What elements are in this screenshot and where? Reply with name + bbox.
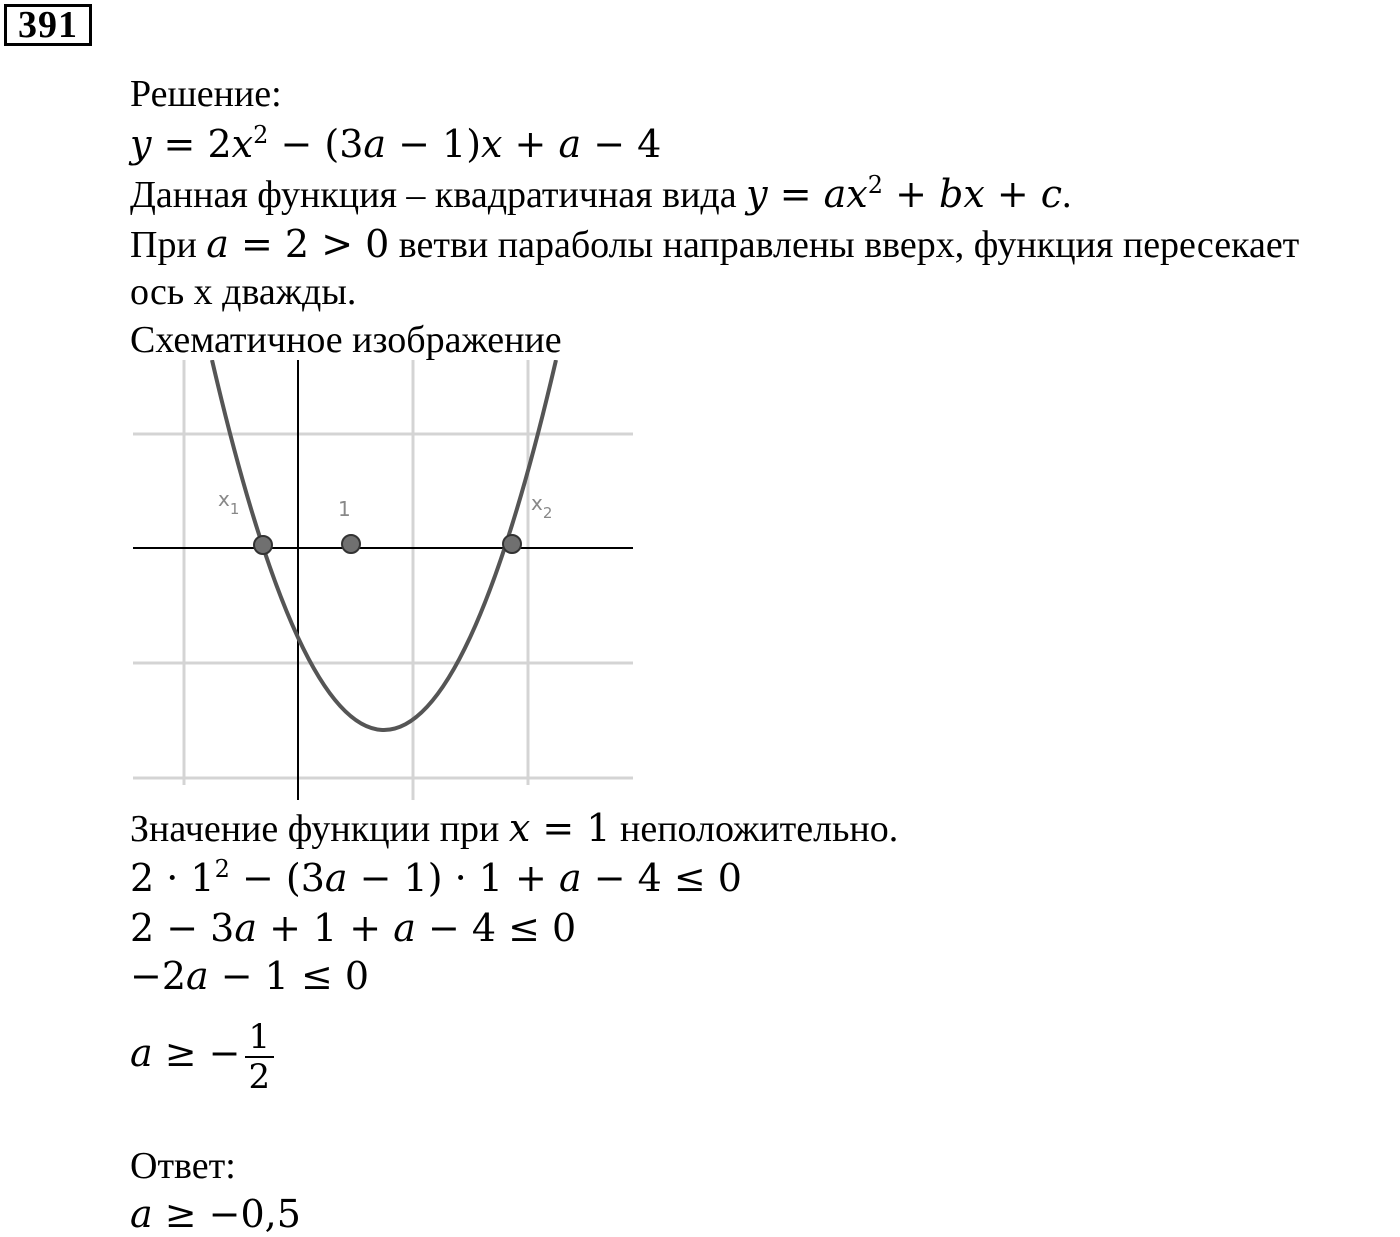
root-x1-point [254,536,272,554]
formula-part: . [1062,174,1072,216]
axis-statement: ось х дважды. [130,271,357,313]
text-segment: неположительно. [610,808,899,850]
fraction-denominator: 2 [248,1057,271,1098]
step-part: − (3 [229,856,325,900]
formula-a: a [823,172,847,216]
step-3 [130,954,369,999]
point-one [342,535,360,553]
fraction-numerator: 1 [245,1018,275,1058]
var-a: a [186,954,209,998]
formula-part: = [767,172,824,216]
step-4 [130,1008,274,1099]
root-x2-point [503,535,521,553]
step-2 [130,906,576,951]
var-a: a [324,856,348,900]
eq-a: a [363,122,387,166]
step-part: 2 · 1 [130,856,215,900]
var-a: a [130,1192,153,1236]
eq-x: x [231,122,254,166]
step-sq: 2 [214,855,230,883]
eq-y: y [130,122,152,166]
step-part: − 4 ≤ 0 [581,856,742,900]
var-a: a [130,1031,153,1075]
grid [133,360,633,800]
answer-part: ≥ −0,5 [152,1192,301,1236]
eq-part: − 4 [581,122,662,166]
var-a: a [393,906,416,950]
eq-part: + [502,122,559,166]
formula-x: x [846,172,868,216]
eq-a: a [558,122,582,166]
step-part: −2 [130,954,187,998]
var-a: a [558,856,582,900]
label-x2: $x_2$ [531,491,553,522]
condition: = 2 > 0 [228,222,390,266]
label-one: 1 [338,497,351,521]
condition: = 1 [530,806,611,850]
step-part: 2 − 3 [130,906,235,950]
solution-label: Решение: [130,73,282,115]
text-segment: При [130,224,207,266]
formula-part: + [882,172,939,216]
step-part: − 1) · 1 + [347,856,559,900]
answer-value [130,1192,301,1237]
step-part: − 4 ≤ 0 [415,906,577,950]
eq-sq: 2 [253,121,269,149]
text-segment: Данная функция – квадратичная вида [130,174,747,216]
fraction-one-half [245,1018,275,1096]
parabola-graph [130,360,640,802]
eq-part: − (3 [268,122,364,166]
var-a: a [206,222,229,266]
step-part: ≥ − [152,1031,241,1075]
eq-part: = 2 [151,122,232,166]
quadratic-description [130,172,1072,217]
text-segment: ветви параболы направлены вверх, функция пересекает [389,224,1300,266]
eq-x: x [481,122,503,166]
formula-part: + [984,172,1041,216]
branches-statement [130,222,1299,267]
problem-number: 391 [4,4,92,46]
step-part: + 1 + [257,906,394,950]
step-part: − 1 ≤ 0 [208,954,370,998]
label-x1: $x_1$ [218,487,240,518]
formula-b: b [938,172,964,216]
eq-part: − 1) [386,122,482,166]
schematic-heading: Схематичное изображение [130,319,562,361]
answer-label: Ответ: [130,1145,236,1187]
text-segment: Значение функции при [130,808,509,850]
value-statement [130,806,898,851]
formula-sq: 2 [867,171,883,199]
formula-y: y [746,172,768,216]
formula-x: x [963,172,985,216]
var-x: x [508,806,531,850]
function-equation [130,122,661,167]
var-a: a [234,906,258,950]
step-1 [130,856,742,901]
formula-c: c [1040,172,1063,216]
